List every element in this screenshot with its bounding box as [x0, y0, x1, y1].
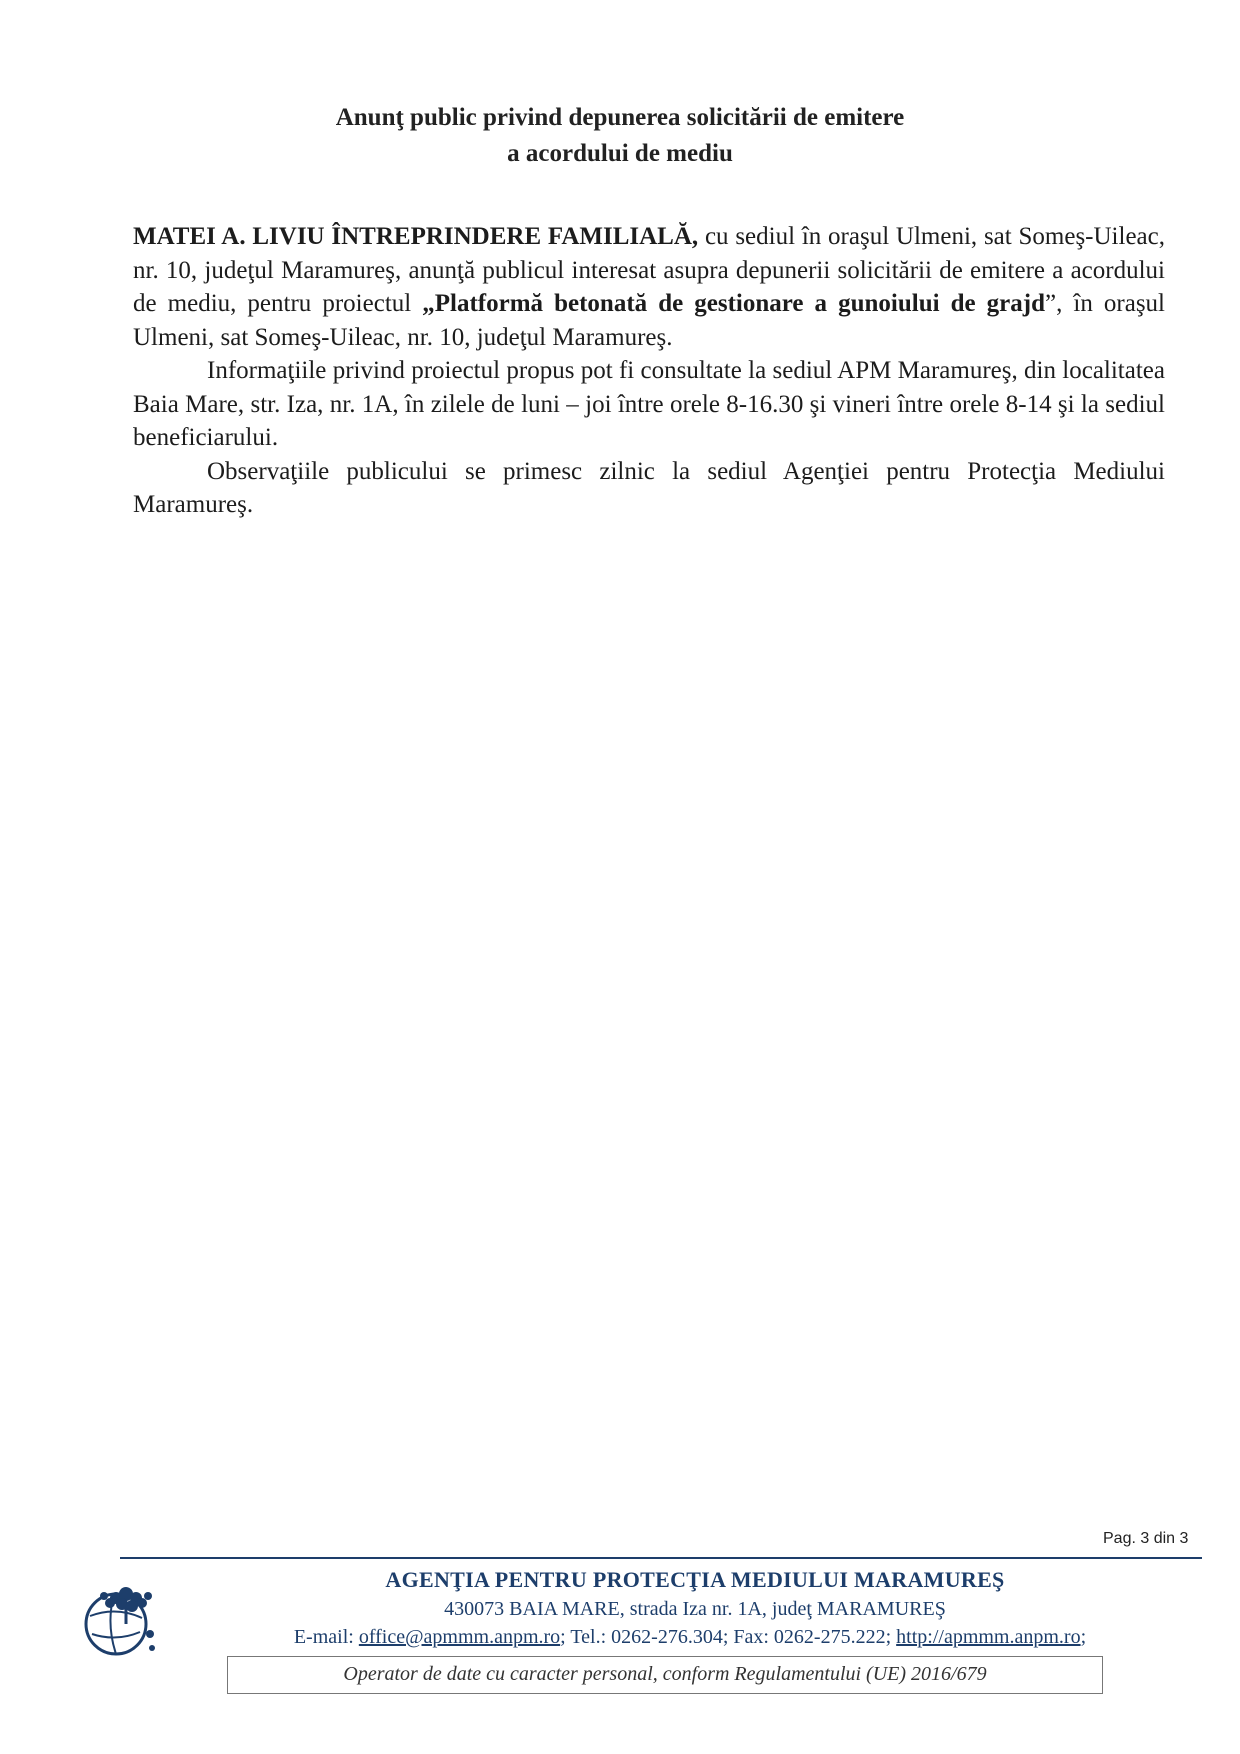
- document-title: [0, 100, 1240, 172]
- paragraph-1: [133, 220, 1165, 354]
- website-link[interactable]: http://apmmm.anpm.ro: [896, 1626, 1081, 1648]
- paragraph-1-text-b: ”, în oraşul Ulmeni, sat Someş-Uileac, nr. 10, judeţul Maramureş.: [133, 290, 1165, 351]
- email-link[interactable]: office@apmmm.anpm.ro: [358, 1626, 561, 1648]
- project-name: „Platformă betonată de gestionare a gunoiului de grajd: [422, 290, 1045, 317]
- announcement-body: [133, 220, 1165, 522]
- title-line-2: a acordului de mediu: [507, 140, 733, 167]
- footer: [150, 1565, 1240, 1651]
- agency-contact: [140, 1623, 1240, 1651]
- email-label: E-mail:: [293, 1626, 359, 1648]
- paragraph-1-text-a: cu sediul în oraşul Ulmeni, sat Someş-Uileac, nr. 10, judeţul Maramureş, anunţă publicul interesat asupra depunerii solicitării de emitere a acordului de mediu, pentru proiectul: [133, 223, 1165, 317]
- footer-divider: [120, 1557, 1202, 1559]
- company-name: MATEI A. LIVIU ÎNTREPRINDERE FAMILIALĂ,: [133, 223, 699, 250]
- phone-fax: ; Tel.: 0262-276.304; Fax: 0262-275.222;: [560, 1626, 897, 1648]
- agency-name: AGENŢIA PENTRU PROTECŢIA MEDIULUI MARAMUREŞ: [385, 1567, 1005, 1592]
- paragraph-2: Informaţiile privind proiectul propus pot fi consultate la sediul APM Maramureş, din localitatea Baia Mare, str. Iza, nr. 1A, în zilele de luni – joi între orele 8-16.30 şi vineri între orele 8-14 şi la sediul beneficiarului.: [133, 357, 1165, 451]
- paragraph-3: Observaţiile publicului se primesc zilnic la sediul Agenţiei pentru Protecţia Mediului Maramureş.: [133, 457, 1165, 518]
- agency-address: 430073 BAIA MARE, strada Iza nr. 1A, judeţ MARAMUREŞ: [444, 1598, 946, 1620]
- page-number: Pag. 3 din 3: [1103, 1530, 1189, 1547]
- website-suffix: ;: [1080, 1626, 1087, 1648]
- gdpr-notice: Operator de date cu caracter personal, conform Regulamentului (UE) 2016/679: [227, 1656, 1103, 1694]
- title-line-1: Anunţ public privind depunerea solicitării de emitere: [335, 104, 905, 131]
